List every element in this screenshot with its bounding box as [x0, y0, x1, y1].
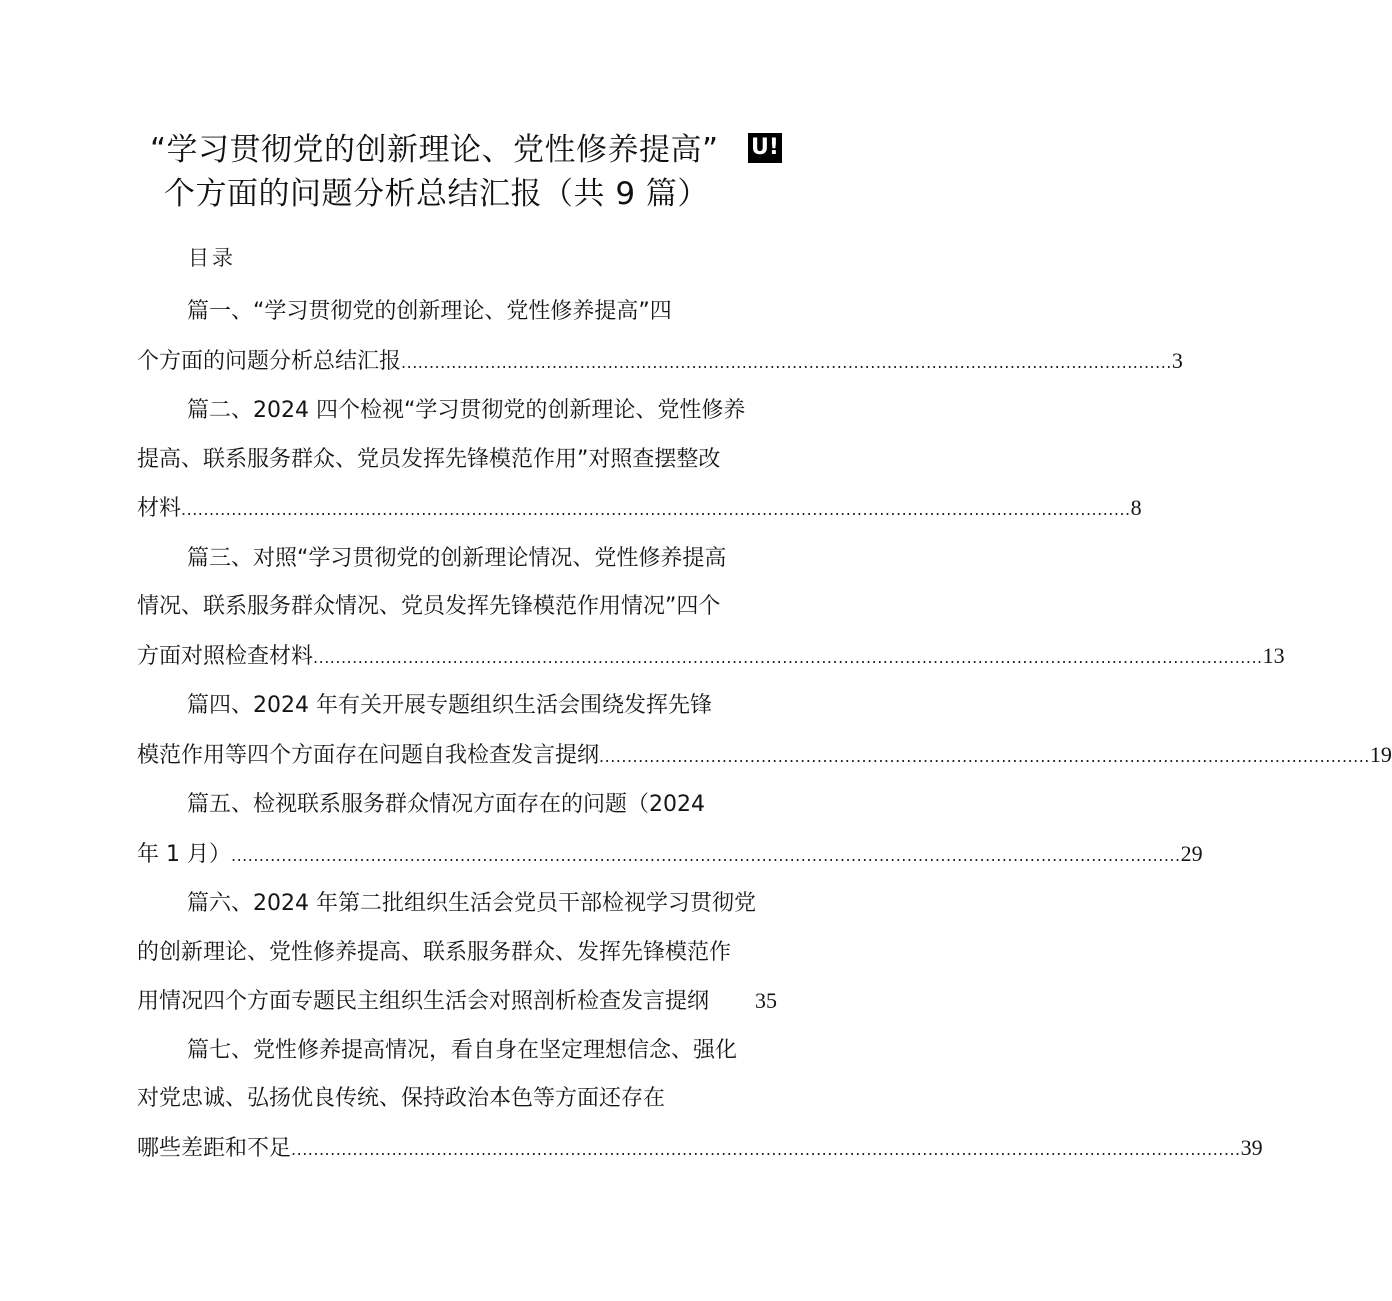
- toc-entry-text: 年 1 月）: [137, 841, 231, 867]
- toc-page-number: 3: [1171, 347, 1183, 373]
- toc-page-number: 35: [755, 988, 777, 1013]
- toc-page-number: 39: [1240, 1134, 1263, 1160]
- toc-entry-last-line: [137, 1124, 1263, 1175]
- toc-page-number: 8: [1130, 495, 1142, 520]
- toc-leader-dots: ..........................................................................................................................................: [599, 746, 1370, 766]
- toc-entry-text: 模范作用等四个方面存在问题自我检查发言提纲: [137, 742, 600, 768]
- toc-heading: 目录: [188, 246, 236, 270]
- toc-entry-text: 哪些差距和不足: [137, 1135, 292, 1161]
- toc-entry-line: 篇七、党性修养提高情况，看自身在坚定理想信念、强化: [187, 1037, 738, 1063]
- toc-entry-last-line: [137, 484, 1142, 535]
- toc-entry-line: 情况、联系服务群众情况、党员发挥先锋模范作用情况”四个: [137, 594, 721, 619]
- toc-entry-last-line: [137, 337, 1183, 388]
- toc-leader-dots: ..........................................................................................................................................................................: [291, 1139, 1241, 1159]
- title-badge: U!: [748, 133, 782, 163]
- toc-entry-1[interactable]: [137, 288, 1183, 387]
- document-title: [150, 128, 790, 216]
- toc-entry-line: 篇一、“学习贯彻党的创新理论、党性修养提高”四: [187, 299, 672, 324]
- table-of-contents: [137, 288, 1392, 1174]
- toc-entry-line: 的创新理论、党性修养提高、联系服务群众、发挥先锋模范作: [137, 939, 732, 965]
- toc-entry-text: 个方面的问题分析总结汇报: [137, 348, 402, 374]
- toc-entry-4[interactable]: [137, 682, 1392, 781]
- toc-entry-line: 对党忠诚、弘扬优良传统、保持政治本色等方面还存在: [137, 1086, 666, 1111]
- toc-entry-text: 材料: [137, 496, 182, 521]
- toc-leader-dots: ..........................................................................................................................................................................: [181, 500, 1131, 519]
- toc-page-number: 29: [1180, 840, 1203, 866]
- toc-entry-line: 篇二、2024 四个检视“学习贯彻党的创新理论、党性修养: [187, 398, 746, 423]
- toc-entry-line: 篇四、2024 年有关开展专题组织生活会围绕发挥先锋: [187, 693, 712, 718]
- toc-leader-dots: ..........................................................................................................................................................................: [230, 845, 1181, 865]
- toc-entry-line: 篇五、检视联系服务群众情况方面存在的问题（2024: [187, 792, 705, 817]
- title-line-1: “学习贯彻党的创新理论、党性修养提高”: [150, 132, 719, 168]
- toc-page-number: 13: [1262, 642, 1285, 668]
- title-line-2: 个方面的问题分析总结汇报（共 9 篇）: [164, 176, 709, 212]
- toc-entry-6[interactable]: [137, 880, 777, 1027]
- toc-entry-line: 提高、联系服务群众、党员发挥先锋模范作用”对照查摆整改: [137, 446, 721, 472]
- toc-entry-last-line: [137, 731, 1392, 782]
- toc-entry-5[interactable]: [137, 781, 1203, 880]
- toc-entry-line: 篇三、对照“学习贯彻党的创新理论情况、党性修养提高: [187, 545, 727, 571]
- toc-page-number: 19: [1369, 741, 1392, 767]
- toc-entry-7[interactable]: [137, 1027, 1263, 1175]
- toc-entry-line: 篇六、2024 年第二批组织生活会党员干部检视学习贯彻党: [187, 891, 756, 916]
- toc-entry-last-line: [137, 977, 777, 1027]
- toc-leader-dots: ..........................................................................................................................................................................: [313, 647, 1263, 667]
- toc-entry-2[interactable]: [137, 387, 1142, 535]
- toc-entry-last-line: [137, 632, 1285, 683]
- toc-leader-dots: ..........................................................................................................................................: [401, 352, 1172, 372]
- toc-entry-3[interactable]: [137, 535, 1285, 683]
- toc-entry-last-line: [137, 830, 1203, 881]
- toc-entry-text: 方面对照检查材料: [137, 643, 314, 669]
- toc-entry-text: 用情况四个方面专题民主组织生活会对照剖析检查发言提纲: [137, 989, 710, 1014]
